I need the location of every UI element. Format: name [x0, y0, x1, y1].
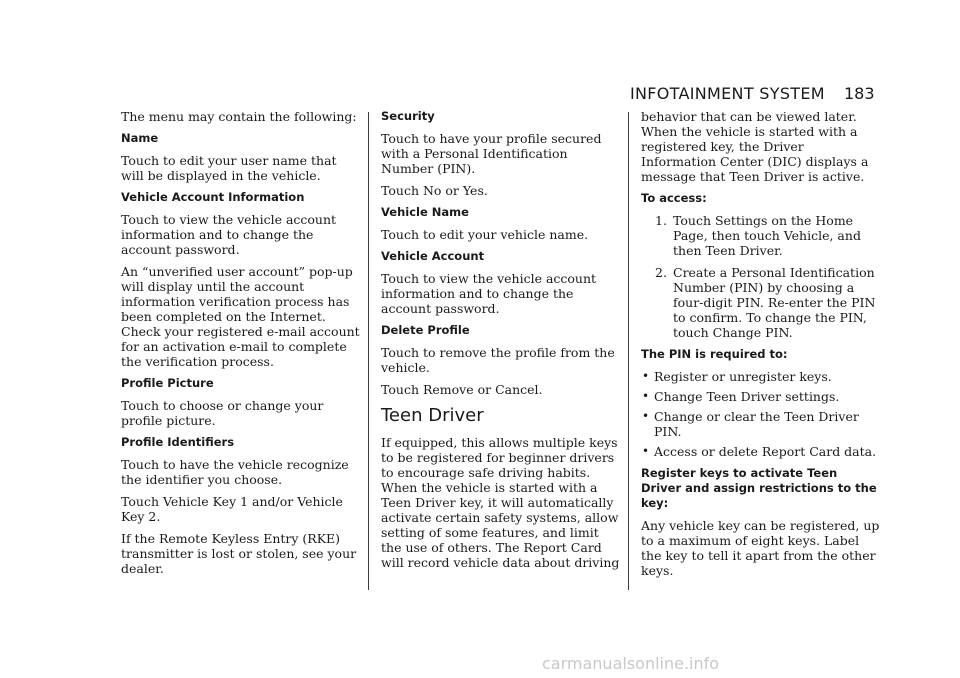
subheading-vehicle-name: Vehicle Name	[381, 205, 469, 219]
paragraph: Touch to view the vehicle account information and to change the account password.	[381, 271, 597, 316]
page-number: 183	[844, 84, 875, 103]
paragraph: behavior that can be viewed later. When the vehicle is started with a registered key, the Driver Information Center (DIC) displays a message that Teen Driver is active.	[641, 109, 869, 184]
watermark-text: carmanualsonline.info	[542, 654, 720, 673]
column-divider	[368, 112, 369, 590]
steps-list	[641, 213, 881, 340]
list-item: • Change Teen Driver settings.	[641, 389, 881, 404]
subheading-name: Name	[121, 131, 159, 145]
list-item: • Change or clear the Teen Driver PIN.	[641, 409, 881, 439]
subheading-delete-profile: Delete Profile	[381, 323, 470, 337]
subheading-pin-required: The PIN is required to:	[641, 347, 788, 361]
intro-paragraph: The menu may contain the following:	[121, 109, 357, 124]
subheading-security: Security	[381, 109, 435, 123]
subheading-vehicle-account: Vehicle Account	[381, 249, 485, 263]
paragraph: Touch Vehicle Key 1 and/or Vehicle Key 2.	[121, 494, 343, 524]
paragraph: Touch to have the vehicle recognize the identifier you choose.	[121, 457, 349, 487]
list-item: • Access or delete Report Card data.	[641, 444, 881, 459]
paragraph: If equipped, this allows multiple keys to be registered for beginner drivers to encourage safe driving habits. When the vehicle is started with a Teen Driver key, it will automatically activate certain safety systems, allow setting of some features, and limit the use of others. The Report Card will record vehicle data about driving	[381, 435, 620, 570]
paragraph: Touch to edit your vehicle name.	[381, 227, 589, 242]
list-item	[641, 213, 881, 258]
step-number: 2.	[655, 265, 667, 280]
paragraph: If the Remote Keyless Entry (RKE) transmitter is lost or stolen, see your dealer.	[121, 531, 357, 576]
paragraph: Touch No or Yes.	[381, 183, 488, 198]
section-title-teen-driver: Teen Driver	[381, 405, 484, 426]
paragraph: An “unverified user account” pop-up will display until the account information verification process has been completed on the Internet. Check your registered e-mail account for an activation e-mail to complete the verification process.	[121, 264, 360, 369]
subheading-vehicle-account-information: Vehicle Account Information	[121, 190, 305, 204]
subheading-register-keys: Register keys to activate Teen Driver and assign restrictions to the key:	[641, 466, 877, 510]
column-right	[641, 109, 881, 585]
step-text: Touch Settings on the Home Page, then touch Vehicle, and then Teen Driver.	[673, 213, 861, 258]
paragraph: Any vehicle key can be registered, up to a maximum of eight keys. Label the key to tell it apart from the other keys.	[641, 518, 880, 578]
subheading-profile-picture: Profile Picture	[121, 376, 214, 390]
subheading-profile-identifiers: Profile Identifiers	[121, 435, 235, 449]
step-text: Create a Personal Identification Number (PIN) by choosing a four-digit PIN. Re-enter the PIN to confirm. To change the PIN, touch Change PIN.	[673, 265, 876, 340]
section-header: INFOTAINMENT SYSTEM	[630, 84, 825, 103]
list-item: • Register or unregister keys.	[641, 369, 881, 384]
bullet-list	[641, 369, 881, 459]
subheading-to-access: To access:	[641, 191, 707, 205]
column-divider	[628, 112, 629, 590]
paragraph: Touch to remove the profile from the vehicle.	[381, 345, 615, 375]
column-middle	[381, 109, 621, 577]
paragraph: Touch to have your profile secured with a Personal Identification Number (PIN).	[381, 131, 602, 176]
paragraph: Touch to view the vehicle account information and to change the account password.	[121, 212, 337, 257]
list-item	[641, 265, 881, 340]
paragraph: Touch Remove or Cancel.	[381, 382, 543, 397]
paragraph: Touch to edit your user name that will be displayed in the vehicle.	[121, 153, 337, 183]
column-left	[121, 109, 361, 583]
paragraph: Touch to choose or change your profile picture.	[121, 398, 324, 428]
step-number: 1.	[655, 213, 667, 228]
